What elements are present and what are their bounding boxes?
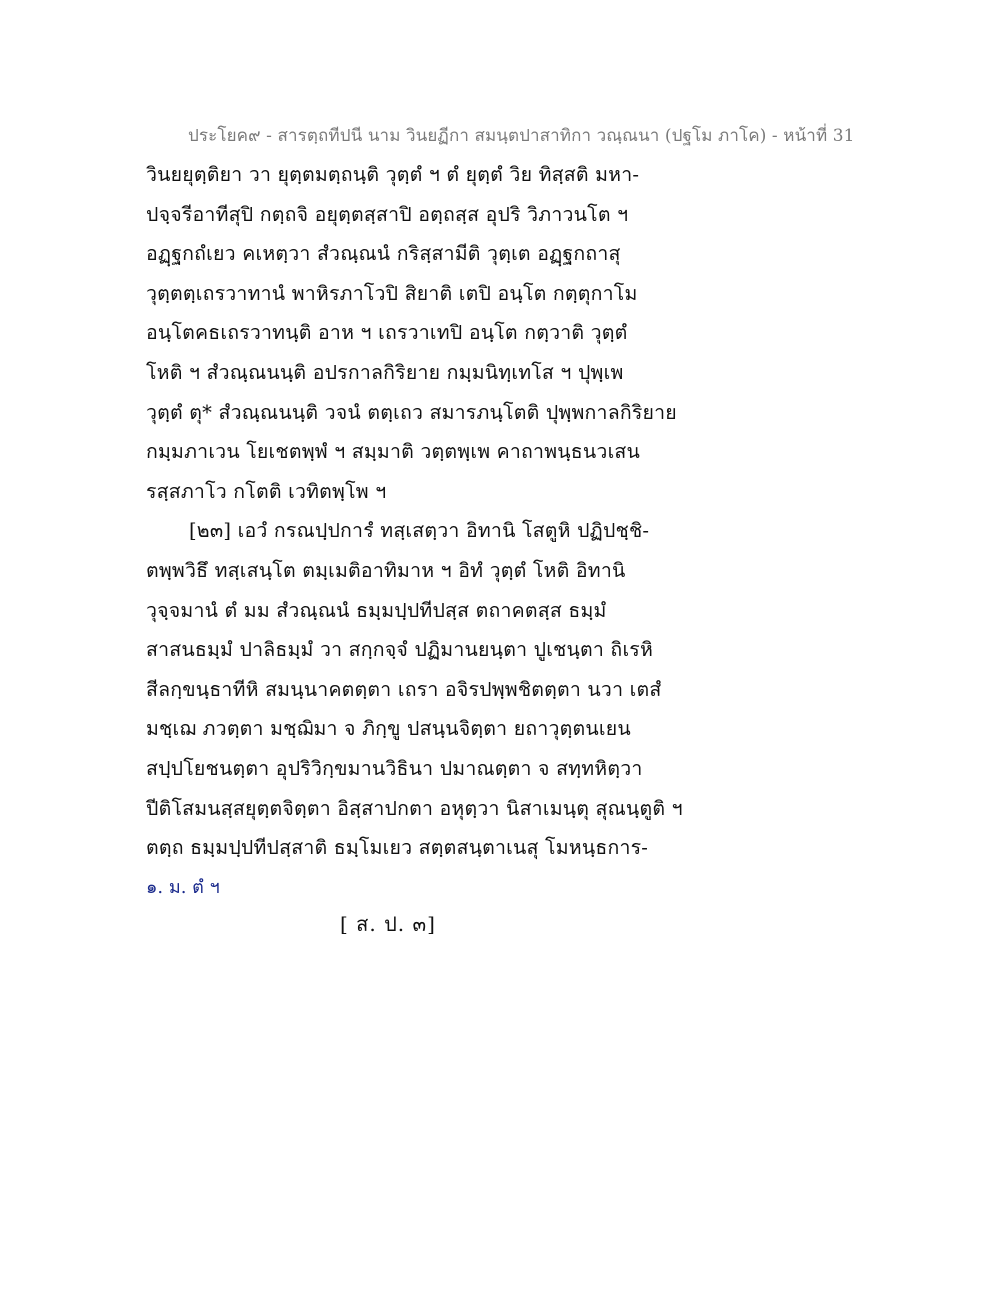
paragraph-start-line: [๒๓] เอวํ กรณปฺปการํ ทสฺเสตฺวา อิทานิ โสตูหิ ปฏิปชฺชิ- [189,519,650,543]
text-line: วินยยุตฺติยา วา ยุตฺตมตฺถนฺติ วุตฺตํ ฯ ตํ ยุตฺตํ วิย ทิสฺสติ มหา- [146,163,640,186]
page-signature: [ ส. ป. ๓] [340,912,436,936]
text-line: ปจฺจรีอาทีสุปิ กตฺถจิ อยุตฺตสฺสาปิ อตฺถสฺส อุปริ วิภาวนโต ฯ [146,202,629,226]
text-line: สปฺปโยชนตฺตา อุปริวิกฺขมานวิธินา ปมาณตฺตา จ สทฺทหิตฺวา [146,756,643,780]
text-line: รสฺสภาโว กโตติ เวทิตพฺโพ ฯ [146,479,387,503]
text-line: วุตฺตตฺเถรวาทานํ พาหิรภาโวปิ สิยาติ เตปิ อนฺโต กตฺตุกาโม [146,281,638,305]
text-line: วุตฺตํ ตุ* สํวณฺณนนฺติ วจนํ ตตฺเถว สมารภนฺโตติ ปุพฺพกาลกิริยาย [146,400,677,424]
text-line: ปีติโสมนสฺสยุตฺตจิตฺตา อิสฺสาปกตา อหุตฺวา นิสาเมนฺตุ สุณนฺตูติ ฯ [146,796,683,820]
text-line: อนฺโตคธเถรวาทนฺติ อาห ฯ เถรวาเทปิ อนฺโต กตฺวาติ วุตฺตํ [146,321,628,345]
text-line: อฏฺฐกถํเยว คเหตฺวา สํวณฺณนํ กริสฺสามีติ วุตฺเต อฏฺฐกถาสุ [146,242,621,266]
text-line: วุจฺจมานํ ตํ มม สํวณฺณนํ ธมฺมปฺปทีปสฺส ตถาคตสฺส ธมฺมํ [146,598,607,622]
running-header: ประโยค๙ - สารตฺถทีปนี นาม วินยฏีกา สมนฺตปาสาทิกา วณฺณนา (ปฐโม ภาโค) - หน้าที่ 31 [188,126,855,146]
text-line: สาสนธมฺมํ ปาลิธมฺมํ วา สกฺกจฺจํ ปฏิมานยนฺตา ปูเชนฺตา ถิเรหิ [146,638,654,662]
text-line: โหติ ฯ สํวณฺณนนฺติ อปรกาลกิริยาย กมฺมนิทฺเทโส ฯ ปุพฺเพ [146,360,624,384]
text-line: ตตฺถ ธมฺมปฺปทีปสฺสาติ ธมฺโมเยว สตฺตสนฺตาเนสุ โมหนฺธการ- [146,836,649,860]
text-line: สีลกฺขนฺธาทีหิ สมนฺนาคตตฺตา เถรา อจิรปพฺพชิตตฺตา นวา เตสํ [146,677,662,701]
body-text [146,155,846,868]
text-line: กมฺมภาเวน โยเชตพฺพํ ฯ สมฺมาติ วตฺตพฺเพ คาถาพนฺธนวเสน [146,440,641,464]
footnote: ๑. ม. ตํ ฯ [146,877,220,898]
text-line: ตพฺพวิธึ ทสฺเสนฺโต ตมฺเมติอาทิมาห ฯ อิทํ วุตฺตํ โหติ อิทานิ [146,558,626,582]
text-line: มชฺเฌ ภวตฺตา มชฺฌิมา จ ภิกฺขู ปสนฺนจิตฺตา ยถาวุตฺตนเยน [146,717,631,741]
